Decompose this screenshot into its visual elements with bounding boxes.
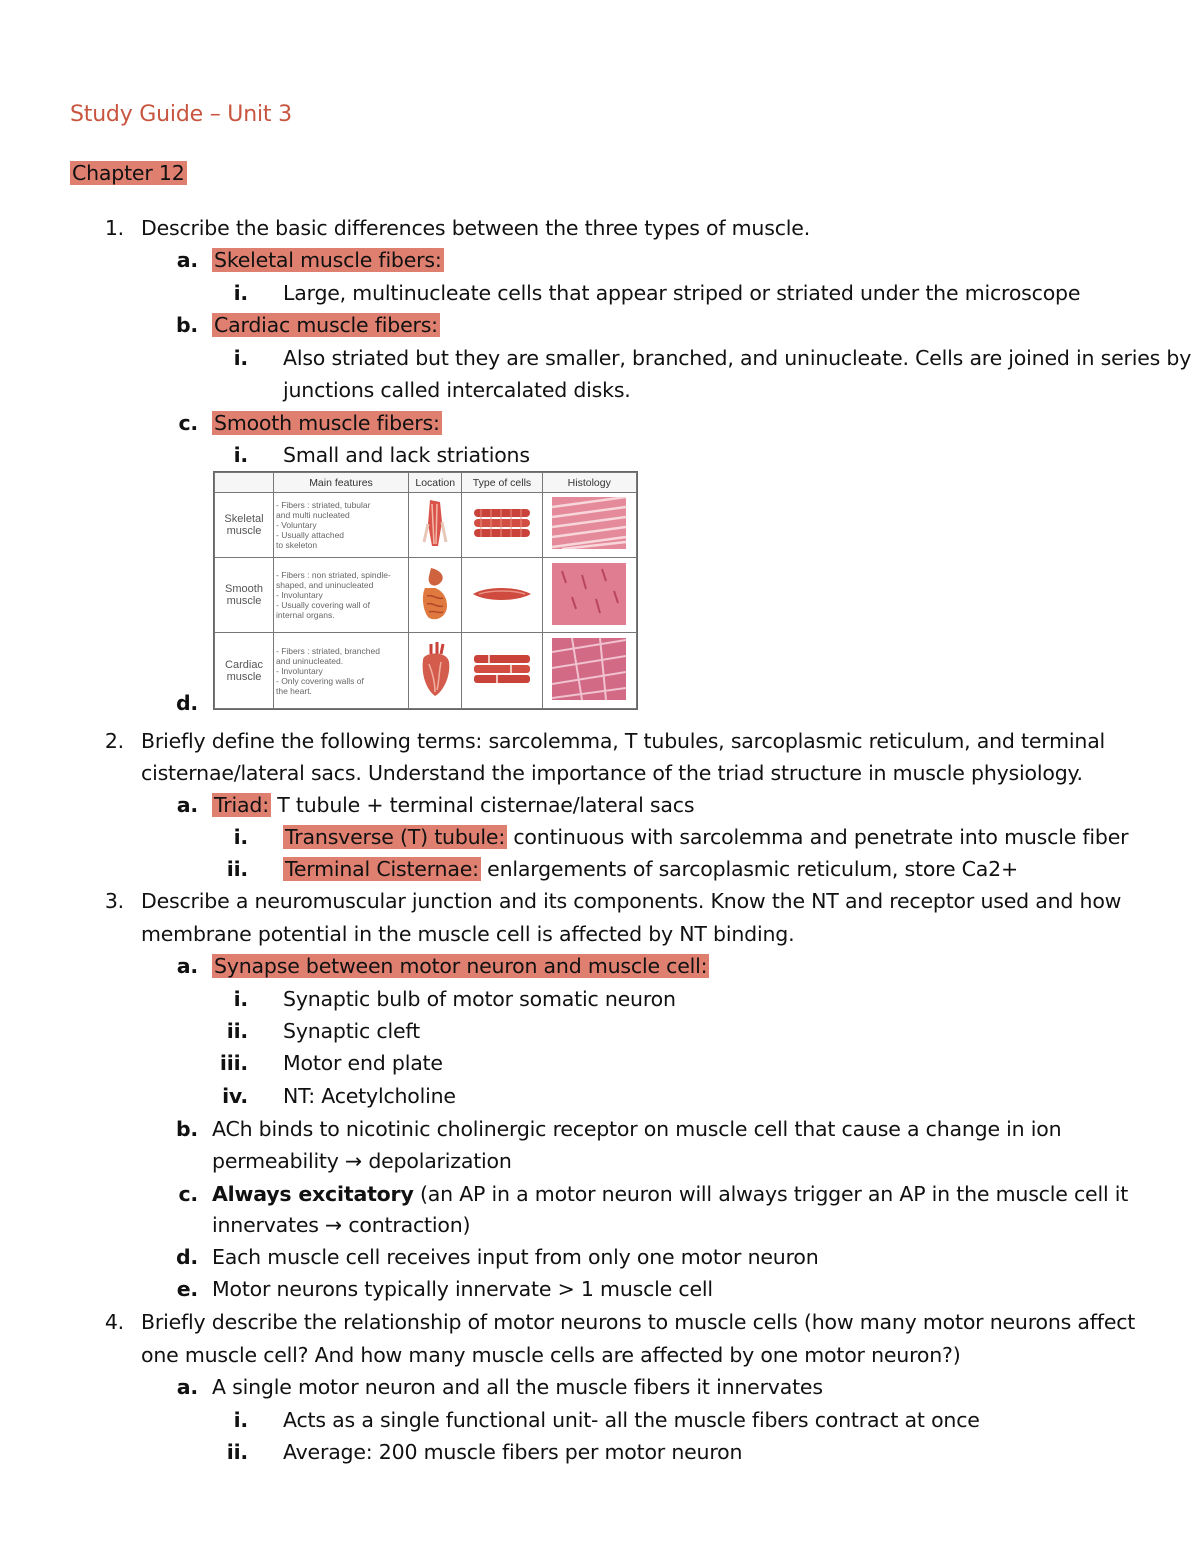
q1-b (212, 310, 440, 340)
chapter-label: Chapter 12 (72, 161, 185, 185)
synapse-label: Synapse between motor neuron and muscle cell: (214, 954, 708, 978)
terminal-cisternae-label: Terminal Cisternae: (285, 857, 479, 881)
t-tubule-label: Transverse (T) tubule: (285, 825, 506, 849)
q4-a: A single motor neuron and all the muscle fibers it innervates (212, 1375, 823, 1399)
q4-i: Acts as a single functional unit- all the muscle fibers contract at once (283, 1408, 980, 1432)
q3-iii: Motor end plate (283, 1051, 443, 1075)
q3-ii: Synaptic cleft (283, 1019, 420, 1043)
q3-iv: NT: Acetylcholine (283, 1084, 456, 1108)
q2-line1: Briefly define the following terms: sarcolemma, T tubules, sarcoplasmic reticulum, and terminal (141, 729, 1106, 753)
cardiac-histology-image (542, 633, 636, 709)
row-smooth-name: Smooth muscle (215, 557, 274, 633)
q2-ii-marker: ii. (226, 857, 248, 881)
q1-c-i-marker: i. (233, 443, 248, 467)
skeletal-histology-image (542, 493, 636, 558)
always-excitatory: Always excitatory (212, 1182, 414, 1206)
q4-a-marker: a. (176, 1375, 198, 1399)
q4-line1: Briefly describe the relationship of motor neurons to muscle cells (how many motor neurons affect (141, 1310, 1136, 1334)
q3-iii-marker: iii. (219, 1051, 248, 1075)
q3-e: Motor neurons typically innervate > 1 muscle cell (212, 1277, 713, 1301)
table-header-features: Main features (274, 473, 409, 493)
smooth-histology-image (542, 557, 636, 633)
q1-text: Describe the basic differences between the three types of muscle. (141, 216, 811, 240)
q1-c-i: Small and lack striations (283, 443, 530, 467)
cardiac-cells-image (462, 633, 542, 709)
q1-b-i-line1: Also striated but they are smaller, branched, and uninucleate. Cells are joined in series by (283, 346, 1192, 370)
muscle-types-table (213, 471, 638, 710)
q1-a (212, 245, 444, 275)
q1-a-i: Large, multinucleate cells that appear striped or striated under the microscope (283, 281, 1081, 305)
row-cardiac-name: Cardiac muscle (215, 633, 274, 709)
table-header-location: Location (409, 473, 462, 493)
q1-b-i-marker: i. (233, 346, 248, 370)
q3-a-marker: a. (176, 954, 198, 978)
q2-i-marker: i. (233, 825, 248, 849)
q3-a (212, 951, 709, 981)
q4-i-marker: i. (233, 1408, 248, 1432)
row-smooth-features: - Fibers : non striated, spindle- shaped, and uninucleated - Involuntary - Usually covering wall of internal organs. (274, 557, 409, 633)
q1-d-marker: d. (175, 691, 198, 715)
q3-c-line1: Always excitatory (an AP in a motor neuron will always trigger an AP in the muscle cell it (212, 1182, 1129, 1206)
q1-b-marker: b. (175, 313, 198, 337)
skeletal-cells-image (462, 493, 542, 558)
cardiac-location-image (409, 633, 462, 709)
q1-c (212, 408, 442, 438)
q1-b-i-line2: junctions called intercalated disks. (283, 378, 631, 402)
q3-b-line2: permeability → depolarization (212, 1149, 512, 1173)
q3-d: Each muscle cell receives input from only one motor neuron (212, 1245, 819, 1269)
skeletal-location-image (409, 493, 462, 558)
row-skeletal-name: Skeletal muscle (215, 493, 274, 558)
q3-i-marker: i. (233, 987, 248, 1011)
page-title: Study Guide – Unit 3 (70, 102, 292, 127)
q3-e-marker: e. (176, 1277, 198, 1301)
q3-b-line1: ACh binds to nicotinic cholinergic receptor on muscle cell that cause a change in ion (212, 1117, 1062, 1141)
smooth-cells-image (462, 557, 542, 633)
table-header-cells: Type of cells (462, 473, 542, 493)
chapter-heading (70, 158, 187, 188)
q3-iv-marker: iv. (222, 1084, 248, 1108)
triad-label: Triad: (214, 793, 269, 817)
q3-c-marker: c. (178, 1182, 198, 1206)
q2-a-marker: a. (176, 793, 198, 817)
q2-line2: cisternae/lateral sacs. Understand the importance of the triad structure in muscle physiology. (141, 761, 1083, 785)
smooth-location-image (409, 557, 462, 633)
q1-c-marker: c. (178, 411, 198, 435)
q1-number: 1. (104, 216, 124, 240)
q4-number: 4. (104, 1310, 124, 1334)
table-header-blank (215, 473, 274, 493)
cardiac-label: Cardiac muscle fibers: (214, 313, 438, 337)
q4-ii-marker: ii. (226, 1440, 248, 1464)
skeletal-label: Skeletal muscle fibers: (214, 248, 442, 272)
q3-c-line2: innervates → contraction) (212, 1213, 471, 1237)
row-cardiac-features: - Fibers : striated, branched and uninucleated. - Involuntary - Only covering walls of the heart. (274, 633, 409, 709)
smooth-label: Smooth muscle fibers: (214, 411, 440, 435)
q2-number: 2. (104, 729, 124, 753)
q3-d-marker: d. (175, 1245, 198, 1269)
q3-i: Synaptic bulb of motor somatic neuron (283, 987, 676, 1011)
row-skeletal-features: - Fibers : striated, tubular and multi nucleated - Voluntary - Usually attached to skeleton (274, 493, 409, 558)
q2-a: Triad: T tubule + terminal cisternae/lateral sacs (214, 793, 695, 817)
q3-number: 3. (104, 889, 124, 913)
q1-a-marker: a. (176, 248, 198, 272)
q2-i: Transverse (T) tubule: continuous with sarcolemma and penetrate into muscle fiber (285, 825, 1129, 849)
q3-line2: membrane potential in the muscle cell is affected by NT binding. (141, 922, 795, 946)
q3-ii-marker: ii. (226, 1019, 248, 1043)
q2-ii: Terminal Cisternae: enlargements of sarcoplasmic reticulum, store Ca2+ (285, 857, 1018, 881)
table-header-histology: Histology (542, 473, 636, 493)
q4-line2: one muscle cell? And how many muscle cells are affected by one motor neuron?) (141, 1343, 961, 1367)
q1-a-i-marker: i. (233, 281, 248, 305)
q4-ii: Average: 200 muscle fibers per motor neuron (283, 1440, 743, 1464)
q3-line1: Describe a neuromuscular junction and its components. Know the NT and receptor used and how (141, 889, 1122, 913)
q3-b-marker: b. (175, 1117, 198, 1141)
